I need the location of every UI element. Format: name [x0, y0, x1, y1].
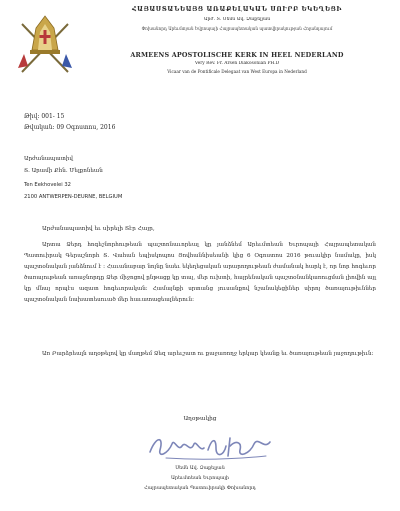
reference-number: Թիվ: 001- 15	[24, 113, 65, 120]
addressee-salutation: Արժանապատիվ	[24, 156, 73, 162]
letter-paragraph: Արտա Ձերդ հոգեշնորհութեան պաշտոնաւորեալ կը յանձնեմ Արեւմտեան Եւրոպայի Հայրապետական Պատուիրակ Գերաշնորհ Տ. Վահան եպիսկոպոս Յովհաննիսեանի կից 6 Օգոստոս 2016 թուակիր նամակը, իսկ պաշտօնական յանձնում է ։ Հաւանաբար նոյնը նաեւ եկեղեցական արարողութեան ժամանակ հարկ է, որ նոր հոգեւոր ծառայութեան առաջնորդը Ձեր միջոցով ընթացք կը տայ, մեր ուխտի, հայրենական պաշտօնանկառուցման լիովին այլ կը մնայ որպէս ազատ հոգեւորական։ Համայնքի սրտանց յուսանքով նշանակեցիներ սիրոյ ծառայութիւններ պաշտօնական նախատեսուած մեր հաւատացեալներուն։	[24, 242, 376, 303]
pastor-line: Very Rev. Fr. Arsen Diakosonian PH.D	[194, 61, 280, 66]
addressee-city: 2100 ANTWERPEN-DEURNE, BELGIUM	[24, 194, 123, 200]
addressee-street: Ten Eekhovelei 32	[24, 182, 71, 188]
letter-paragraph: Առ Բարձրեալն աղօթելով կը մաղթեմ Ձեզ արեւշատ ու քաջառողջ երկար կեանք եւ ծառայութեան յաջողութիւն։	[42, 351, 374, 357]
church-emblem	[16, 10, 74, 78]
signer-name: Սեմն Ավ. Ձաքելյան	[175, 466, 225, 471]
church-armenian-title: ՀԱՅԱՍՏԱՆԵԱՅՑ ԱՌԱՔԵԼԱԿԱՆ ՍՈՒՐԲ ԵԿԵՂԵՑԻ	[132, 6, 342, 13]
signer-diocese: Հայրապետական Պատուիրակի Փոխանորդ	[144, 486, 256, 491]
clergy-armenian-line: Արժ. Տ. Սեմն Ավ. Ձաքելյան	[203, 17, 271, 22]
valediction: Աղօթակից	[183, 416, 217, 422]
church-dutch-title: ARMEENS APOSTOLISCHE KERK IN HEEL NEDERLAND	[130, 51, 344, 59]
handwritten-signature	[146, 430, 276, 464]
diocese-armenian-line: Փոխանորդ Արեւմտյան Եվրոպայի Հայրապետական պատվիրակության Հոլանդայում	[141, 26, 333, 31]
signer-role: Արեւմտեան Եւրոպայի	[171, 476, 229, 481]
reference-date: Թվական: 09 Օգոստոս, 2016	[24, 124, 116, 131]
vicar-line: Vicaar van de Pontificale Delegaat van West Europa in Nederland	[167, 69, 307, 74]
addressee-name: Տ. Արամի Քհն. Մելքոնեան	[24, 168, 103, 174]
letter-greeting: Արժանապատիվ եւ սիրելի Տէր Հայր,	[42, 226, 155, 232]
